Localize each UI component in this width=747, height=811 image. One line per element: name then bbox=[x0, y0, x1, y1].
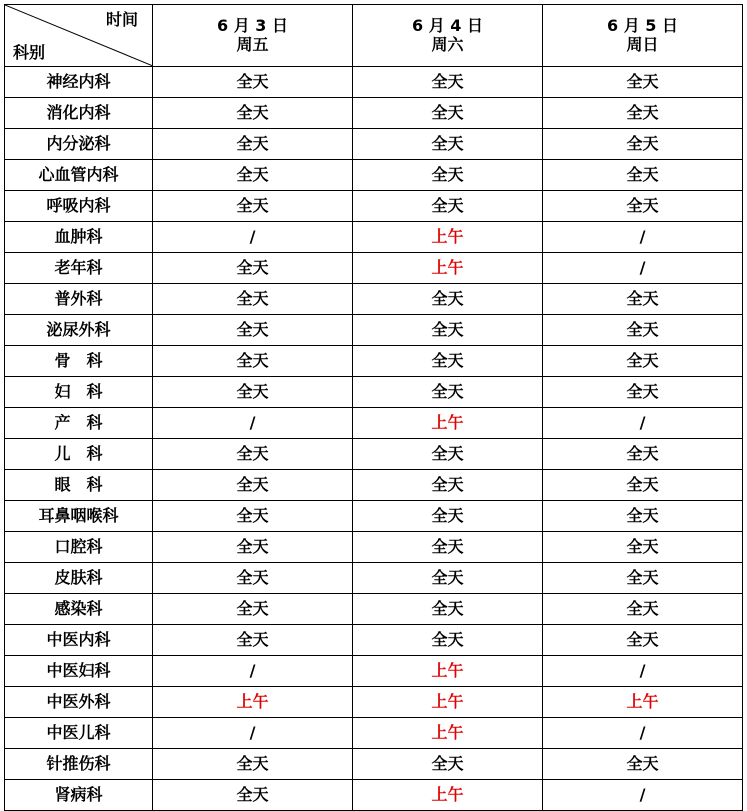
schedule-cell: 全天 bbox=[153, 470, 353, 501]
day-header-2 bbox=[543, 5, 743, 67]
schedule-cell: 上午 bbox=[353, 687, 543, 718]
schedule-cell: 全天 bbox=[543, 284, 743, 315]
schedule-cell: 全天 bbox=[353, 470, 543, 501]
schedule-cell: / bbox=[543, 253, 743, 284]
day-weekday: 周五 bbox=[236, 34, 269, 54]
table-row bbox=[5, 408, 743, 439]
table-row bbox=[5, 191, 743, 222]
schedule-cell: 全天 bbox=[353, 501, 543, 532]
table-row bbox=[5, 563, 743, 594]
schedule-cell: 全天 bbox=[353, 346, 543, 377]
schedule-cell: 全天 bbox=[353, 532, 543, 563]
schedule-cell: 全天 bbox=[153, 594, 353, 625]
schedule-cell: 全天 bbox=[353, 439, 543, 470]
table-row bbox=[5, 377, 743, 408]
schedule-cell: 全天 bbox=[543, 315, 743, 346]
schedule-cell: 全天 bbox=[543, 594, 743, 625]
schedule-cell: 全天 bbox=[353, 594, 543, 625]
schedule-cell: 全天 bbox=[543, 191, 743, 222]
dept-cell: 中医外科 bbox=[5, 687, 153, 718]
schedule-cell: 全天 bbox=[153, 749, 353, 780]
table-row bbox=[5, 67, 743, 98]
day-date: 6 月 5 日 bbox=[607, 16, 678, 36]
schedule-cell: 全天 bbox=[153, 346, 353, 377]
schedule-cell: 上午 bbox=[543, 687, 743, 718]
dept-cell: 神经内科 bbox=[5, 67, 153, 98]
schedule-cell: 全天 bbox=[153, 625, 353, 656]
schedule-cell: 全天 bbox=[153, 160, 353, 191]
schedule-cell: 全天 bbox=[353, 284, 543, 315]
schedule-cell: 全天 bbox=[153, 563, 353, 594]
table-row bbox=[5, 160, 743, 191]
schedule-cell: 全天 bbox=[153, 439, 353, 470]
schedule-cell: 全天 bbox=[153, 532, 353, 563]
dept-cell: 针推伤科 bbox=[5, 749, 153, 780]
table-row bbox=[5, 749, 743, 780]
table-row bbox=[5, 98, 743, 129]
schedule-cell: 全天 bbox=[543, 439, 743, 470]
corner-header-cell bbox=[5, 5, 153, 67]
dept-cell: 中医儿科 bbox=[5, 718, 153, 749]
schedule-cell: 全天 bbox=[543, 129, 743, 160]
dept-cell: 泌尿外科 bbox=[5, 315, 153, 346]
dept-cell: 消化内科 bbox=[5, 98, 153, 129]
schedule-cell: 全天 bbox=[153, 253, 353, 284]
dept-cell: 妇 科 bbox=[5, 377, 153, 408]
table-row bbox=[5, 439, 743, 470]
schedule-cell: 上午 bbox=[353, 718, 543, 749]
schedule-cell: 全天 bbox=[543, 377, 743, 408]
schedule-cell: 上午 bbox=[353, 253, 543, 284]
schedule-cell: / bbox=[543, 656, 743, 687]
schedule-cell: / bbox=[153, 408, 353, 439]
day-weekday: 周日 bbox=[626, 34, 659, 54]
schedule-cell: / bbox=[543, 222, 743, 253]
table-row bbox=[5, 532, 743, 563]
day-date: 6 月 4 日 bbox=[412, 16, 483, 36]
table-row bbox=[5, 315, 743, 346]
table-row bbox=[5, 346, 743, 377]
schedule-cell: 全天 bbox=[353, 749, 543, 780]
corner-label-dept: 科别 bbox=[13, 42, 46, 62]
day-weekday: 周六 bbox=[431, 34, 464, 54]
schedule-cell: 全天 bbox=[153, 315, 353, 346]
dept-cell: 耳鼻咽喉科 bbox=[5, 501, 153, 532]
dept-cell: 眼 科 bbox=[5, 470, 153, 501]
corner-label-time: 时间 bbox=[105, 10, 138, 29]
schedule-cell: 上午 bbox=[353, 656, 543, 687]
dept-cell: 肾病科 bbox=[5, 780, 153, 811]
dept-cell: 内分泌科 bbox=[5, 129, 153, 160]
schedule-cell: 全天 bbox=[153, 98, 353, 129]
schedule-cell: 全天 bbox=[353, 377, 543, 408]
schedule-cell: / bbox=[543, 718, 743, 749]
dept-cell: 中医内科 bbox=[5, 625, 153, 656]
table-header bbox=[5, 5, 743, 67]
schedule-cell: 全天 bbox=[153, 67, 353, 98]
dept-cell: 口腔科 bbox=[5, 532, 153, 563]
schedule-cell: 全天 bbox=[153, 501, 353, 532]
schedule-cell: 全天 bbox=[543, 346, 743, 377]
schedule-cell: 全天 bbox=[353, 625, 543, 656]
schedule-cell: 全天 bbox=[543, 98, 743, 129]
schedule-cell: 上午 bbox=[353, 780, 543, 811]
schedule-cell: 全天 bbox=[153, 780, 353, 811]
schedule-cell: 全天 bbox=[153, 191, 353, 222]
schedule-cell: 上午 bbox=[353, 222, 543, 253]
schedule-cell: 全天 bbox=[353, 98, 543, 129]
dept-cell: 骨 科 bbox=[5, 346, 153, 377]
schedule-cell: 上午 bbox=[353, 408, 543, 439]
dept-cell: 普外科 bbox=[5, 284, 153, 315]
dept-cell: 皮肤科 bbox=[5, 563, 153, 594]
schedule-cell: 全天 bbox=[543, 625, 743, 656]
day-date: 6 月 3 日 bbox=[217, 16, 288, 36]
table-row bbox=[5, 656, 743, 687]
table-row bbox=[5, 253, 743, 284]
schedule-cell: 全天 bbox=[353, 563, 543, 594]
schedule-cell: 全天 bbox=[543, 160, 743, 191]
schedule-cell: / bbox=[153, 222, 353, 253]
table-row bbox=[5, 284, 743, 315]
table-row bbox=[5, 222, 743, 253]
table-row bbox=[5, 470, 743, 501]
dept-cell: 血肿科 bbox=[5, 222, 153, 253]
dept-cell: 中医妇科 bbox=[5, 656, 153, 687]
day-header-0 bbox=[153, 5, 353, 67]
schedule-cell: 全天 bbox=[153, 284, 353, 315]
table-body bbox=[5, 67, 743, 811]
table-row bbox=[5, 780, 743, 811]
schedule-cell: 全天 bbox=[153, 377, 353, 408]
dept-cell: 产 科 bbox=[5, 408, 153, 439]
schedule-cell: / bbox=[543, 408, 743, 439]
schedule-cell: / bbox=[153, 718, 353, 749]
schedule-cell: 全天 bbox=[543, 749, 743, 780]
schedule-cell: 全天 bbox=[353, 67, 543, 98]
schedule-cell: 全天 bbox=[353, 315, 543, 346]
table-row bbox=[5, 625, 743, 656]
table-row bbox=[5, 594, 743, 625]
schedule-cell: 全天 bbox=[543, 67, 743, 98]
schedule-cell: 全天 bbox=[353, 191, 543, 222]
schedule-cell: 全天 bbox=[543, 501, 743, 532]
table-row bbox=[5, 718, 743, 749]
schedule-cell: / bbox=[153, 656, 353, 687]
schedule-cell: 全天 bbox=[543, 532, 743, 563]
schedule-cell: 全天 bbox=[353, 129, 543, 160]
schedule-cell: 全天 bbox=[543, 470, 743, 501]
dept-cell: 心血管内科 bbox=[5, 160, 153, 191]
dept-cell: 老年科 bbox=[5, 253, 153, 284]
schedule-cell: 全天 bbox=[543, 563, 743, 594]
dept-cell: 呼吸内科 bbox=[5, 191, 153, 222]
table-row bbox=[5, 129, 743, 160]
dept-cell: 感染科 bbox=[5, 594, 153, 625]
table-row bbox=[5, 687, 743, 718]
dept-cell: 儿 科 bbox=[5, 439, 153, 470]
table-row bbox=[5, 501, 743, 532]
schedule-table bbox=[4, 4, 743, 811]
schedule-cell: 全天 bbox=[353, 160, 543, 191]
schedule-cell: / bbox=[543, 780, 743, 811]
schedule-cell: 上午 bbox=[153, 687, 353, 718]
schedule-cell: 全天 bbox=[153, 129, 353, 160]
day-header-1 bbox=[353, 5, 543, 67]
